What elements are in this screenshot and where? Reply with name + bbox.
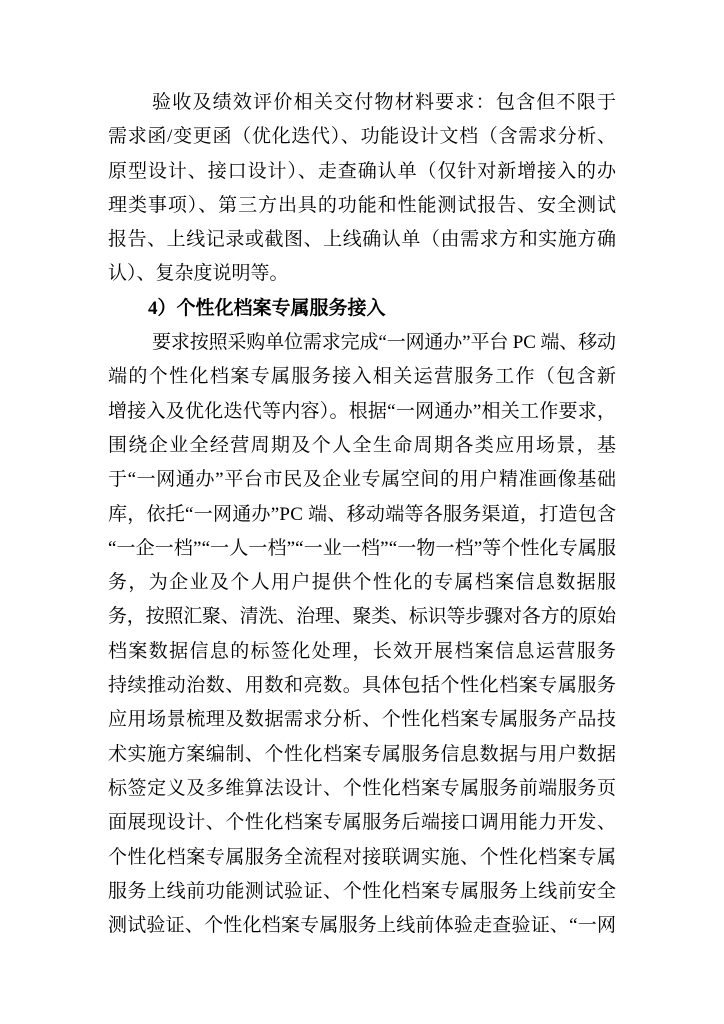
text-line bbox=[108, 600, 616, 634]
text-line bbox=[108, 429, 616, 463]
text-line bbox=[108, 635, 616, 669]
line-text: 应用场景梳理及数据需求分析、个性化档案专属服务产品技 bbox=[108, 709, 617, 731]
line-text: 要求按照采购单位需求完成“一网通办”平台 PC 端、移动 bbox=[152, 332, 616, 354]
text-line bbox=[108, 909, 616, 943]
line-text: 务，按照汇聚、清洗、治理、聚类、标识等步骤对各方的原始 bbox=[108, 606, 616, 628]
line-text: 端的个性化档案专属服务接入相关运营服务工作（包含新 bbox=[108, 366, 618, 388]
text-line bbox=[108, 395, 616, 429]
line-text: 需求函/变更函（优化迭代）、功能设计文档（含需求分析、 bbox=[108, 126, 617, 148]
line-text: 报告、上线记录或截图、上线确认单（由需求方和实施方确 bbox=[108, 229, 617, 251]
text-line bbox=[108, 841, 616, 875]
line-text: 原型设计、接口设计）、走查确认单（仅针对新增接入的办 bbox=[108, 160, 617, 182]
section-heading-text: 4）个性化档案专属服务接入 bbox=[148, 297, 386, 319]
text-line bbox=[108, 806, 616, 840]
text-line bbox=[108, 772, 616, 806]
text-line bbox=[108, 189, 616, 223]
line-text: 围绕企业全经营周期及个人全生命周期各类应用场景，基 bbox=[108, 434, 618, 456]
text-line bbox=[108, 86, 616, 120]
text-line bbox=[108, 257, 616, 291]
text-line bbox=[108, 738, 616, 772]
line-text: 标签定义及多维算法设计、个性化档案专属服务前端服务页 bbox=[108, 777, 617, 799]
line-text: 理类事项）、第三方出具的功能和性能测试报告、安全测试 bbox=[108, 194, 617, 216]
text-line bbox=[108, 326, 616, 360]
line-text: 个性化档案专属服务全流程对接联调实施、个性化档案专属 bbox=[108, 846, 617, 868]
text-line bbox=[108, 669, 616, 703]
line-text: 库，依托“一网通办”PC 端、移动端等各服务渠道，打造包含 bbox=[108, 503, 617, 525]
text-line bbox=[108, 223, 616, 257]
text-line bbox=[108, 566, 616, 600]
document-page bbox=[108, 86, 616, 943]
line-text: 增接入及优化迭代等内容）。根据“一网通办”相关工作要求， bbox=[108, 400, 617, 422]
text-line bbox=[108, 120, 616, 154]
text-line bbox=[108, 498, 616, 532]
line-text: 测试验证、个性化档案专属服务上线前体验走查验证、“一网 bbox=[108, 915, 617, 937]
text-line bbox=[108, 463, 616, 497]
line-text: 持续推动治数、用数和亮数。具体包括个性化档案专属服务 bbox=[108, 675, 617, 697]
text-line bbox=[108, 703, 616, 737]
line-text: 验收及绩效评价相关交付物材料要求：包含但不限于 bbox=[152, 92, 618, 113]
line-text: 认）、复杂度说明等。 bbox=[108, 263, 289, 285]
section-heading bbox=[108, 292, 616, 326]
line-text: 服务上线前功能测试验证、个性化档案专属服务上线前安全 bbox=[108, 880, 617, 902]
line-text: 术实施方案编制、个性化档案专属服务信息数据与用户数据 bbox=[108, 743, 617, 765]
acceptance-paragraph bbox=[108, 86, 616, 292]
line-text: 面展现设计、个性化档案专属服务后端接口调用能力开发、 bbox=[108, 812, 617, 834]
text-line bbox=[108, 532, 616, 566]
text-line bbox=[108, 875, 616, 909]
line-text: 务，为企业及个人用户提供个性化的专属档案信息数据服 bbox=[108, 572, 618, 594]
line-text: 于“一网通办”平台市民及企业专属空间的用户精准画像基础 bbox=[108, 469, 617, 491]
text-line bbox=[108, 155, 616, 189]
text-line bbox=[108, 360, 616, 394]
line-text: “一企一档”“一人一档”“一业一档”“一物一档”等个性化专属服 bbox=[108, 537, 617, 559]
service-paragraph bbox=[108, 326, 616, 943]
line-text: 档案数据信息的标签化处理，长效开展档案信息运营服务 bbox=[108, 640, 618, 662]
